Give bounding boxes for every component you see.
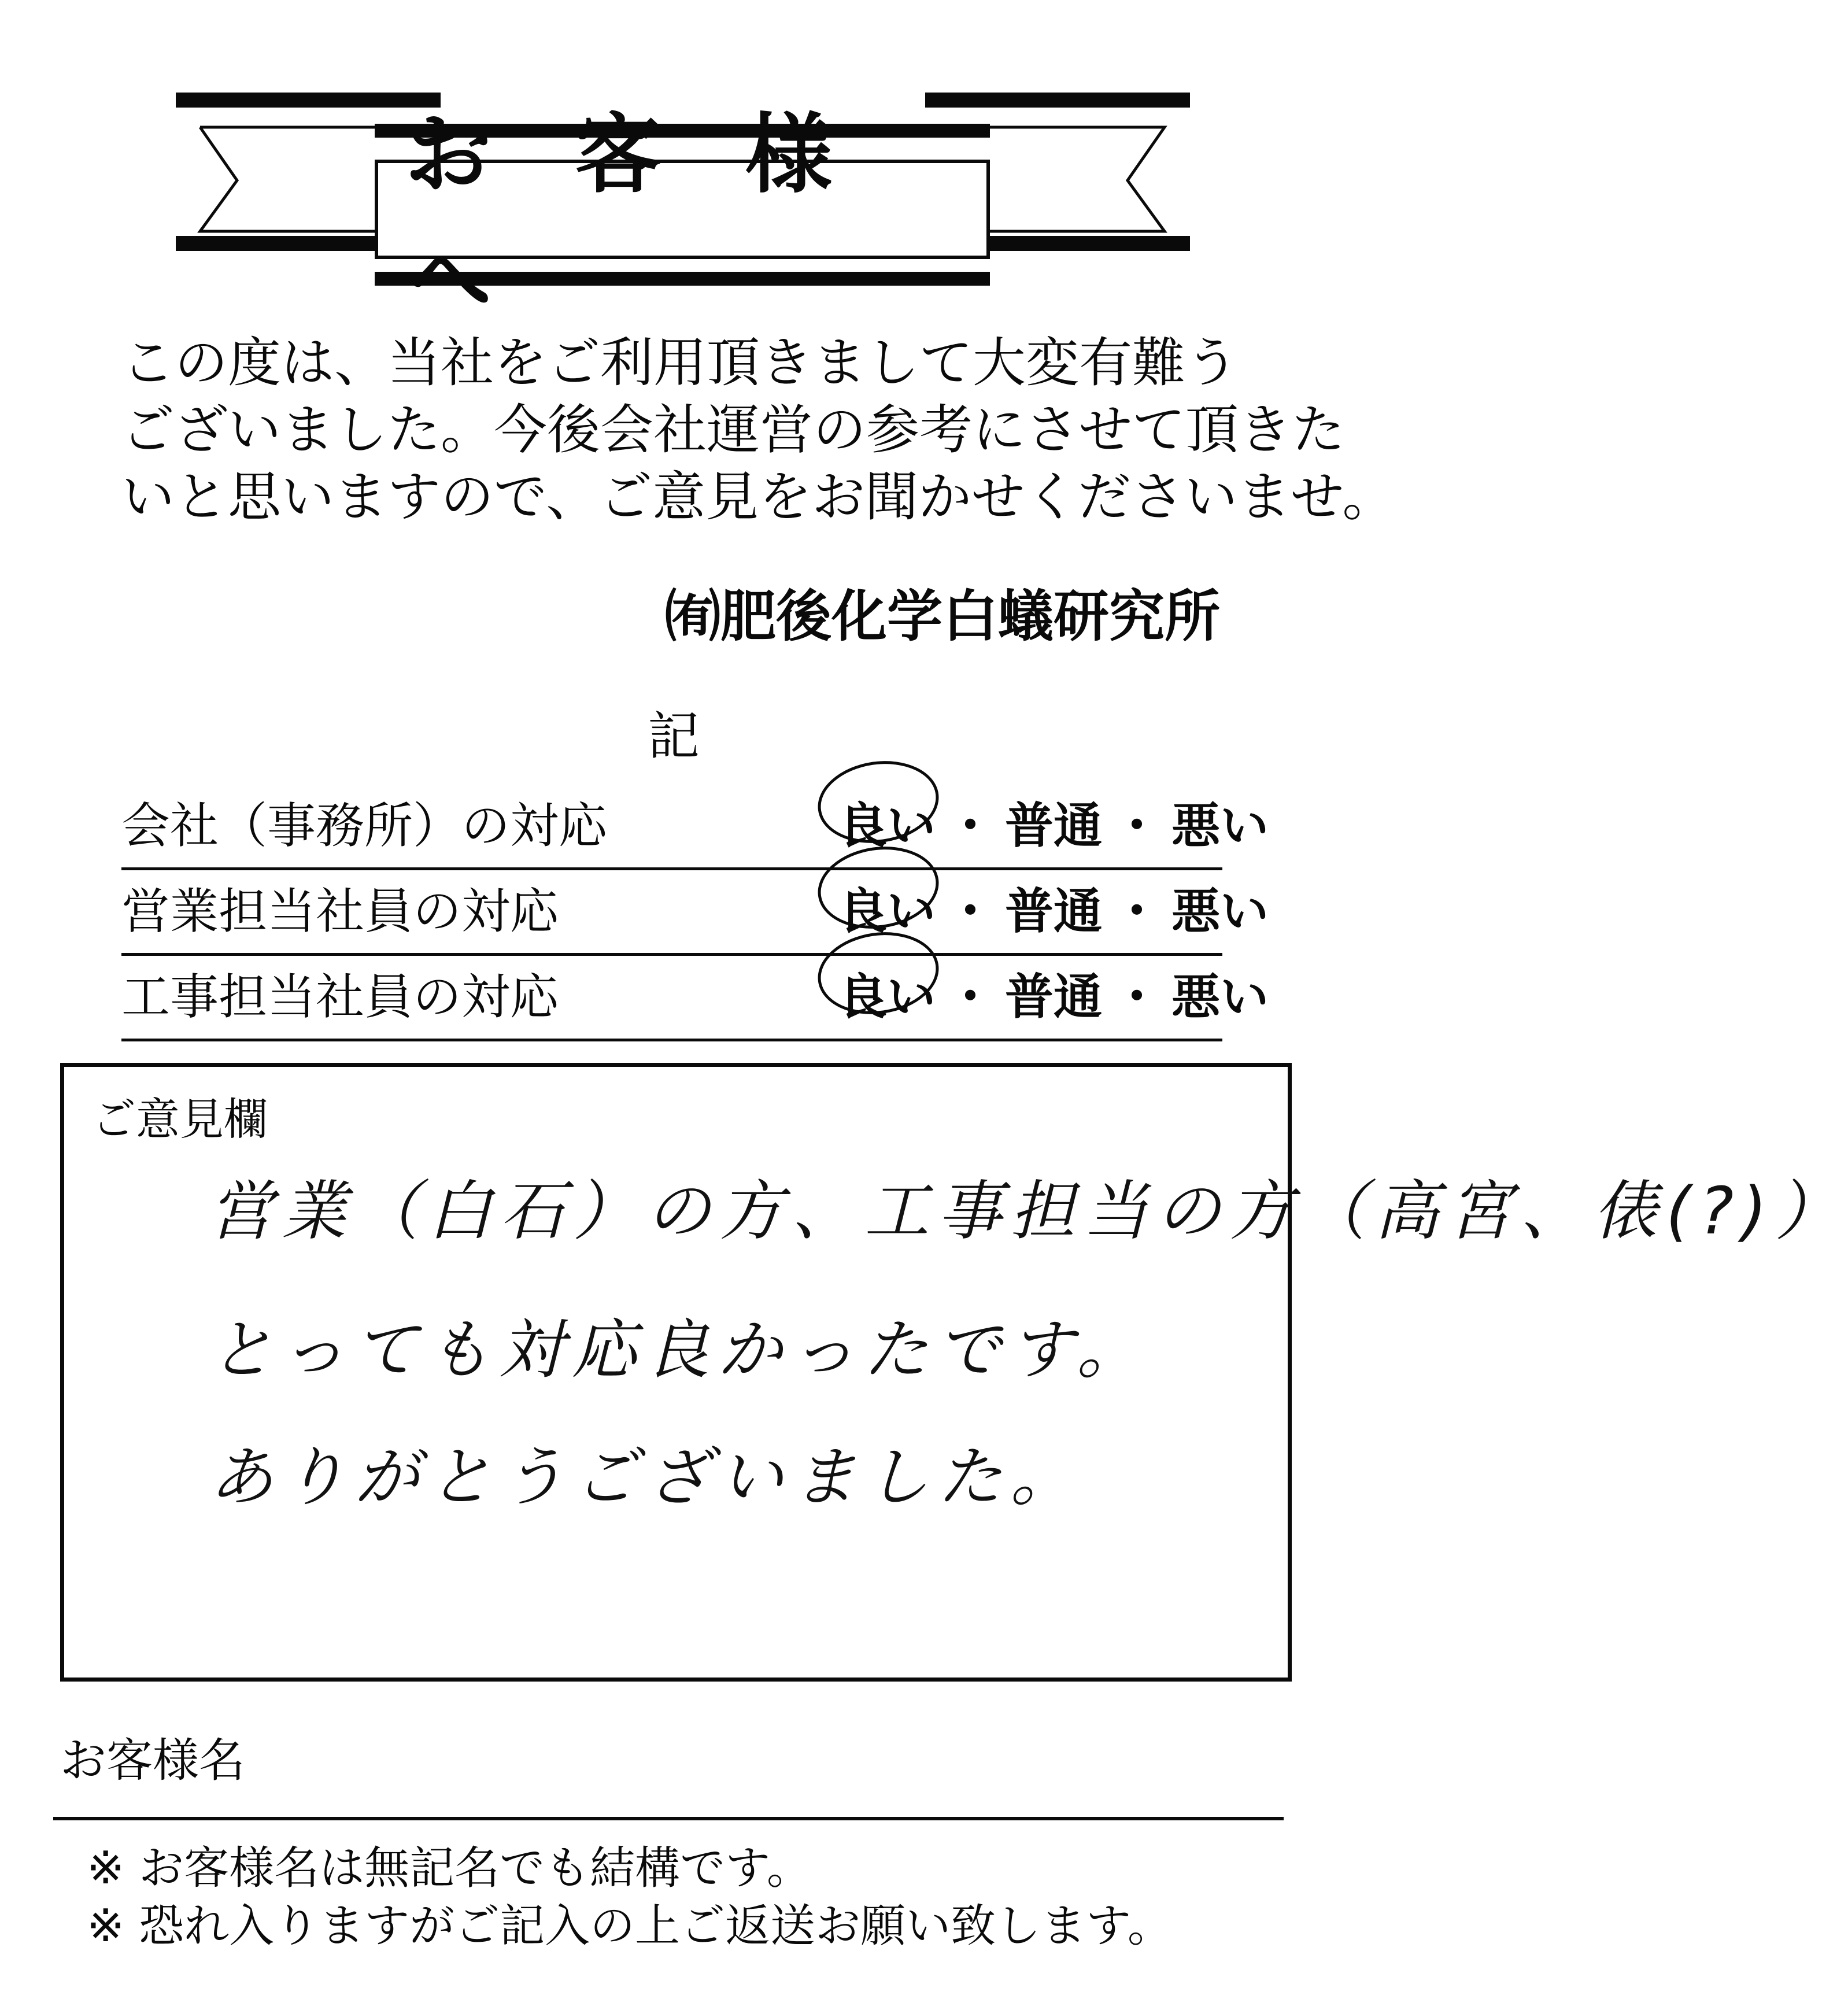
option-bad[interactable]: 悪い: [1171, 797, 1269, 854]
separator: ・: [1113, 969, 1162, 1025]
option-good[interactable]: 良い: [838, 873, 936, 943]
rating-label: 会社（事務所）の対応: [121, 797, 608, 854]
comment-label: ご意見欄: [92, 1093, 268, 1145]
rating-options: [838, 958, 1269, 1028]
handwritten-comment-line: ありがとうございました。: [209, 1440, 1083, 1515]
option-normal[interactable]: 普通: [1005, 883, 1103, 940]
option-good[interactable]: 良い: [838, 958, 936, 1028]
rating-label: 工事担当社員の対応: [121, 969, 559, 1025]
handwritten-comment-line: 営業（白石）の方、工事担当の方（高宮、俵(?)）: [209, 1174, 1848, 1249]
page-title: お 客 様 へ: [405, 104, 859, 330]
option-normal[interactable]: 普通: [1005, 969, 1103, 1025]
intro-paragraph: [121, 330, 1396, 531]
separator: ・: [946, 797, 995, 854]
banner-bar: [176, 93, 441, 108]
separator: ・: [1113, 883, 1162, 940]
intro-line: いと思いますので、ご意見をお聞かせくださいませ。: [121, 466, 1396, 528]
company-name: ㈲肥後化学白蟻研究所: [665, 584, 1220, 649]
option-normal[interactable]: 普通: [1005, 797, 1103, 854]
note: ※ お客様名は無記名でも結構です。: [87, 1842, 812, 1894]
option-good[interactable]: 良い: [838, 787, 936, 857]
note: ※ 恐れ入りますがご記入の上ご返送お願い致します。: [87, 1900, 1173, 1952]
customer-name-field[interactable]: [53, 1817, 1284, 1820]
rating-options: [838, 873, 1269, 943]
rating-row-sales: [121, 867, 1269, 956]
option-bad[interactable]: 悪い: [1171, 883, 1269, 940]
rating-row-company: [121, 782, 1269, 870]
intro-line: ございました。今後会社運営の参考にさせて頂きた: [121, 399, 1346, 461]
rating-options: [838, 787, 1269, 857]
rating-label: 営業担当社員の対応: [121, 883, 559, 940]
comment-box[interactable]: [60, 1063, 1848, 1682]
separator: ・: [1113, 797, 1162, 854]
title-box: [375, 104, 990, 330]
rating-row-construction: [121, 953, 1269, 1041]
customer-name-label: お客様名: [60, 1734, 245, 1787]
separator: ・: [946, 883, 995, 940]
separator: ・: [946, 969, 995, 1025]
option-bad[interactable]: 悪い: [1171, 969, 1269, 1025]
intro-line: この度は、当社をご利用頂きまして大変有難う: [121, 332, 1239, 394]
handwritten-comment-line: とっても対応良かったです。: [209, 1313, 1150, 1388]
ki-heading: 記: [648, 706, 700, 767]
